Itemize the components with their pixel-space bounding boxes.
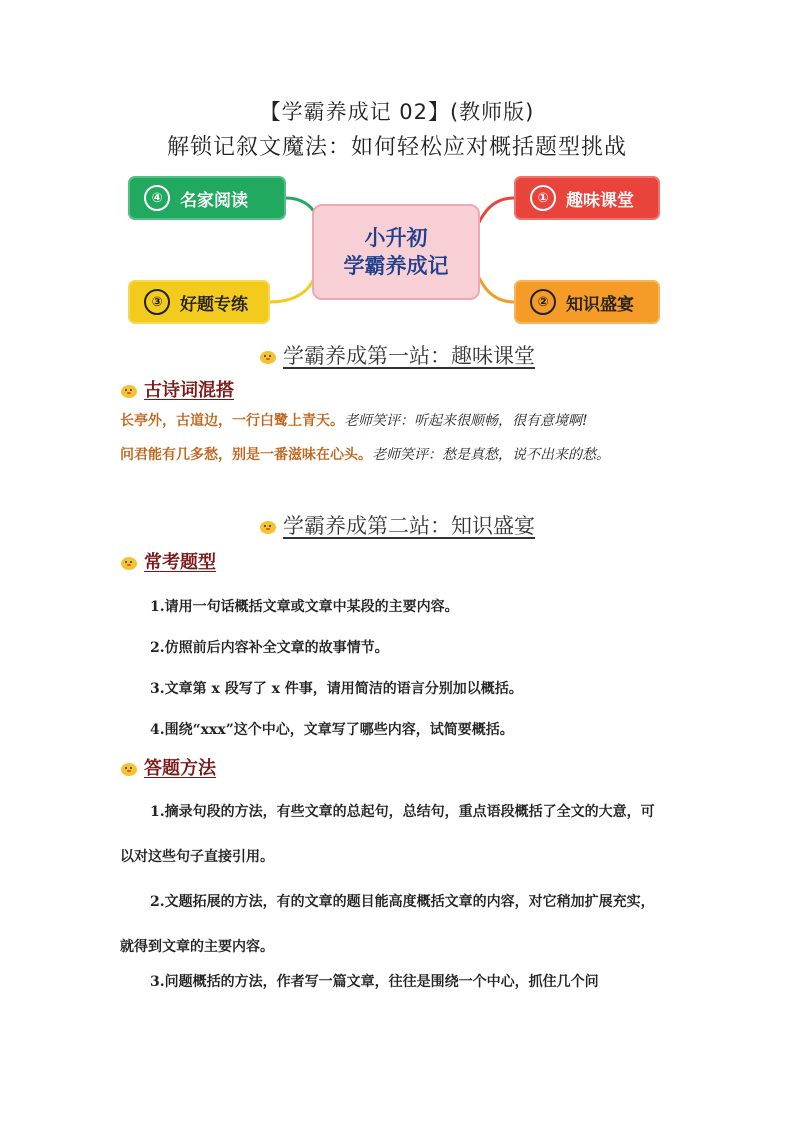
sub-heading-methods: 答题方法 (120, 754, 216, 780)
mind-node-label: 趣味课堂 (566, 190, 634, 211)
chick-icon (259, 349, 277, 365)
mind-node-fun-class (514, 176, 660, 220)
center-line1: 小升初 (364, 226, 428, 250)
chick-icon (120, 555, 138, 571)
chick-icon (120, 383, 138, 399)
mind-node-famous-reading (128, 176, 286, 220)
list-item: 3.文章第 x 段写了 x 件事，请用简洁的语言分别加以概括。 (150, 681, 523, 697)
station2-heading: 学霸养成第二站：知识盛宴 (0, 510, 794, 540)
poem-quote: 问君能有几多愁，别是一番滋味在心头。 (120, 447, 372, 463)
circled-number-3: ③ (144, 289, 170, 315)
circled-number-4: ④ (144, 185, 170, 211)
poem-quote: 长亭外，古道边，一行白鹭上青天。 (120, 413, 344, 429)
method-paragraph: 2.文题拓展的方法，有的文章的题目能高度概括文章的内容，对它稍加扩展充实，就得到文章的主要内容。 (120, 894, 655, 955)
list-item: 4.围绕“xxx”这个中心，文章写了哪些内容，试简要概括。 (150, 722, 514, 738)
sub-heading-question-types: 常考题型 (120, 548, 216, 574)
mind-map (128, 170, 668, 330)
teacher-comment: 老师笑评：愁是真愁，说不出来的愁。 (372, 447, 610, 463)
chick-icon (259, 519, 277, 535)
list-item: 1.请用一句话概括文章或文章中某段的主要内容。 (150, 599, 459, 615)
mind-node-label: 知识盛宴 (566, 294, 634, 315)
center-line2: 学霸养成记 (343, 254, 449, 278)
circled-number-1: ① (530, 185, 556, 211)
mind-node-knowledge-feast (514, 280, 660, 324)
poem-block (120, 404, 680, 472)
teacher-comment: 老师笑评：听起来很顺畅，很有意境啊! (344, 413, 588, 429)
sub-heading-poems: 古诗词混搭 (120, 376, 234, 402)
mind-node-label: 名家阅读 (180, 190, 248, 211)
page-title-line1: 【学霸养成记 02】(教师版) (259, 100, 535, 124)
page-title-line2: 解锁记叙文魔法：如何轻松应对概括题型挑战 (166, 135, 627, 160)
method-paragraph: 3.问题概括的方法，作者写一篇文章，往往是围绕一个中心，抓住几个问 (150, 974, 599, 990)
station1-heading: 学霸养成第一站：趣味课堂 (0, 340, 794, 370)
mind-node-label: 好题专练 (180, 294, 248, 315)
list-item: 2.仿照前后内容补全文章的故事情节。 (150, 640, 389, 656)
chick-icon (120, 761, 138, 777)
circled-number-2: ② (530, 289, 556, 315)
mind-map-center (312, 204, 480, 300)
mind-node-practice (128, 280, 270, 324)
method-paragraph: 1.摘录句段的方法，有些文章的总起句，总结句，重点语段概括了全文的大意，可以对这些句子直接引用。 (120, 804, 655, 865)
